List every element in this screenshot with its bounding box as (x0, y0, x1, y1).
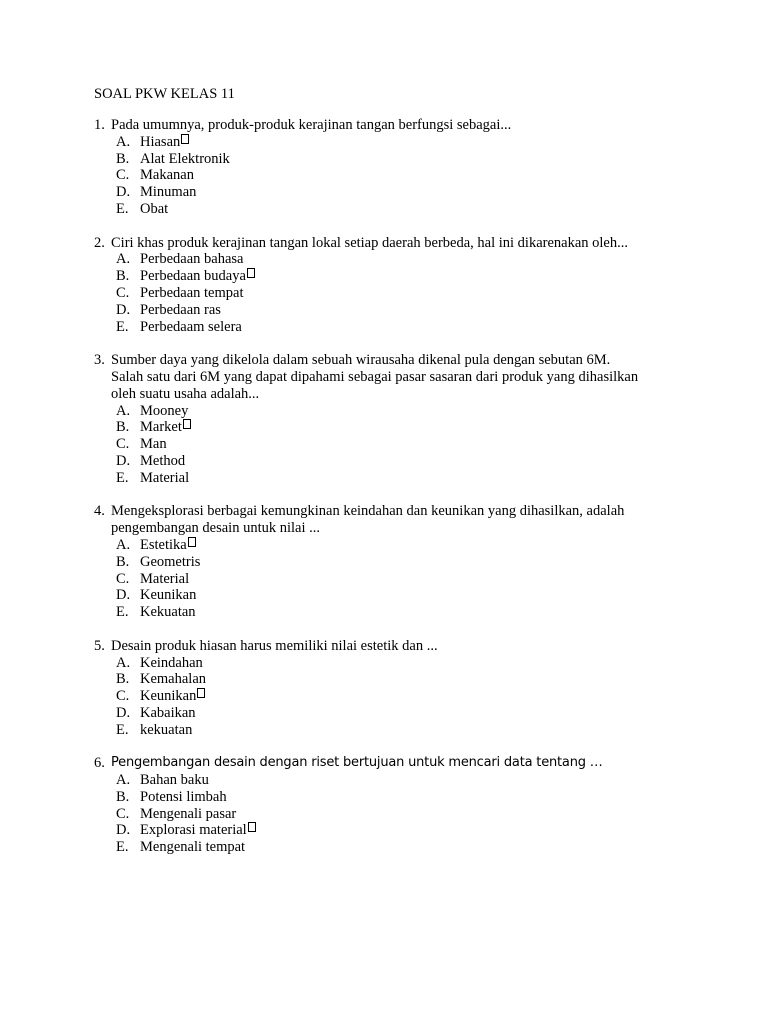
document-title: SOAL PKW KELAS 11 (94, 86, 235, 102)
option-list (94, 537, 694, 621)
option-e (94, 201, 694, 218)
option-d (94, 587, 694, 604)
answer-box-icon (248, 822, 256, 832)
question-text (111, 235, 694, 252)
option-e (94, 839, 694, 856)
option-letter: A. (116, 772, 131, 789)
option-b (94, 789, 694, 806)
option-a (94, 403, 694, 420)
option-text: Keunikan (140, 587, 197, 604)
question-stem (94, 638, 694, 655)
option-a (94, 655, 694, 672)
question-stem (94, 352, 694, 402)
question-number: 2. (94, 234, 105, 251)
option-d (94, 302, 694, 319)
question-text (111, 117, 694, 134)
option-c (94, 806, 694, 823)
option-letter: B. (116, 419, 130, 436)
option-letter: E. (116, 839, 129, 856)
option-b (94, 151, 694, 168)
option-text: Kekuatan (140, 604, 196, 621)
option-letter: E. (116, 318, 129, 335)
option-text: Method (140, 452, 186, 469)
option-text: kekuatan (140, 721, 193, 738)
option-c (94, 285, 694, 302)
option-text: Kemahalan (140, 671, 207, 688)
option-text: Mooney (140, 402, 189, 419)
option-letter: C. (116, 167, 130, 184)
question-5 (94, 638, 694, 739)
option-text: Keunikan (140, 688, 197, 705)
question-stem (94, 235, 694, 252)
question-text-line: Sumber daya yang dikelola dalam sebuah wirausaha dikenal pula dengan sebutan 6M. (111, 352, 611, 369)
option-letter: B. (116, 671, 130, 688)
question-number: 6. (94, 755, 105, 772)
question-number: 3. (94, 352, 105, 369)
option-letter: A. (116, 402, 131, 419)
option-text: Man (140, 436, 167, 453)
question-stem (94, 755, 694, 772)
option-letter: E. (116, 469, 129, 486)
option-text: Keindahan (140, 654, 203, 671)
question-4 (94, 503, 694, 621)
answer-box-icon (247, 268, 255, 278)
option-letter: A. (116, 654, 131, 671)
question-text (111, 638, 694, 655)
option-letter: D. (116, 822, 131, 839)
option-c (94, 688, 694, 705)
option-letter: C. (116, 284, 130, 301)
option-text: Kabaikan (140, 704, 196, 721)
option-letter: E. (116, 604, 129, 621)
question-number: 4. (94, 503, 105, 520)
option-b (94, 268, 694, 285)
option-list (94, 655, 694, 739)
question-6 (94, 755, 694, 856)
option-a (94, 251, 694, 268)
option-d (94, 822, 694, 839)
option-list (94, 251, 694, 335)
option-letter: C. (116, 436, 130, 453)
option-text: Geometris (140, 553, 201, 570)
option-letter: D. (116, 184, 131, 201)
option-letter: A. (116, 251, 131, 268)
question-text-line: Pada umumnya, produk-produk kerajinan tangan berfungsi sebagai... (111, 117, 512, 133)
option-text: Mengenali tempat (140, 839, 246, 856)
option-d (94, 453, 694, 470)
option-letter: C. (116, 570, 130, 587)
option-d (94, 705, 694, 722)
option-e (94, 604, 694, 621)
option-a (94, 537, 694, 554)
option-c (94, 436, 694, 453)
question-list (94, 117, 694, 873)
option-b (94, 671, 694, 688)
option-list (94, 403, 694, 487)
option-letter: D. (116, 452, 131, 469)
question-1 (94, 117, 694, 218)
question-2 (94, 235, 694, 336)
option-text: Obat (140, 200, 169, 217)
option-text: Bahan baku (140, 772, 209, 789)
question-text-line: oleh suatu usaha adalah... (111, 385, 260, 402)
answer-box-icon (188, 537, 196, 547)
option-text: Perbedaan tempat (140, 284, 244, 301)
option-b (94, 419, 694, 436)
option-text: Material (140, 469, 190, 486)
option-text: Material (140, 570, 190, 587)
question-stem (94, 503, 694, 537)
option-e (94, 470, 694, 487)
option-letter: B. (116, 553, 130, 570)
option-text: Minuman (140, 184, 197, 201)
question-text-line: Pengembangan desain dengan riset bertujuan untuk mencari data tentang … (111, 755, 603, 771)
answer-box-icon (183, 419, 191, 429)
option-list (94, 134, 694, 218)
option-a (94, 134, 694, 151)
option-letter: D. (116, 704, 131, 721)
option-text: Alat Elektronik (140, 150, 230, 167)
answer-box-icon (181, 134, 189, 144)
option-letter: B. (116, 788, 130, 805)
option-c (94, 571, 694, 588)
question-text-line: Desain produk hiasan harus memiliki nilai estetik dan ... (111, 637, 438, 654)
question-text (111, 352, 694, 402)
option-text: Explorasi material (140, 822, 247, 839)
option-text: Hiasan (140, 133, 181, 150)
option-e (94, 722, 694, 739)
option-text: Perbedaan budaya (140, 268, 246, 285)
option-b (94, 554, 694, 571)
option-e (94, 319, 694, 336)
option-letter: D. (116, 301, 131, 318)
question-number: 1. (94, 117, 105, 133)
question-text (111, 503, 694, 537)
option-text: Mengenali pasar (140, 805, 237, 822)
option-letter: E. (116, 721, 129, 738)
option-text: Potensi limbah (140, 788, 227, 805)
question-text-line: Salah satu dari 6M yang dapat dipahami sebagai pasar sasaran dari produk yang dihasilkan (111, 368, 639, 385)
option-letter: B. (116, 268, 130, 285)
option-text: Perbedaan ras (140, 301, 221, 318)
answer-box-icon (197, 688, 205, 698)
question-text-line: Ciri khas produk kerajinan tangan lokal setiap daerah berbeda, hal ini dikarenakan oleh... (111, 234, 628, 251)
option-letter: E. (116, 200, 129, 217)
option-letter: C. (116, 805, 130, 822)
question-number: 5. (94, 637, 105, 654)
question-text (111, 755, 694, 772)
question-3 (94, 352, 694, 486)
option-text: Market (140, 419, 182, 436)
question-text-line: Mengeksplorasi berbagai kemungkinan keindahan dan keunikan yang dihasilkan, adalah (111, 503, 625, 520)
option-list (94, 772, 694, 856)
option-letter: A. (116, 133, 131, 150)
option-letter: B. (116, 150, 130, 167)
option-a (94, 772, 694, 789)
question-stem (94, 117, 694, 134)
option-c (94, 167, 694, 184)
option-letter: C. (116, 688, 130, 705)
option-text: Perbedaan bahasa (140, 251, 244, 268)
option-text: Perbedaam selera (140, 318, 242, 335)
option-text: Estetika (140, 536, 187, 553)
option-letter: D. (116, 587, 131, 604)
option-letter: A. (116, 536, 131, 553)
question-text-line: pengembangan desain untuk nilai ... (111, 520, 320, 537)
option-d (94, 184, 694, 201)
option-text: Makanan (140, 167, 194, 184)
